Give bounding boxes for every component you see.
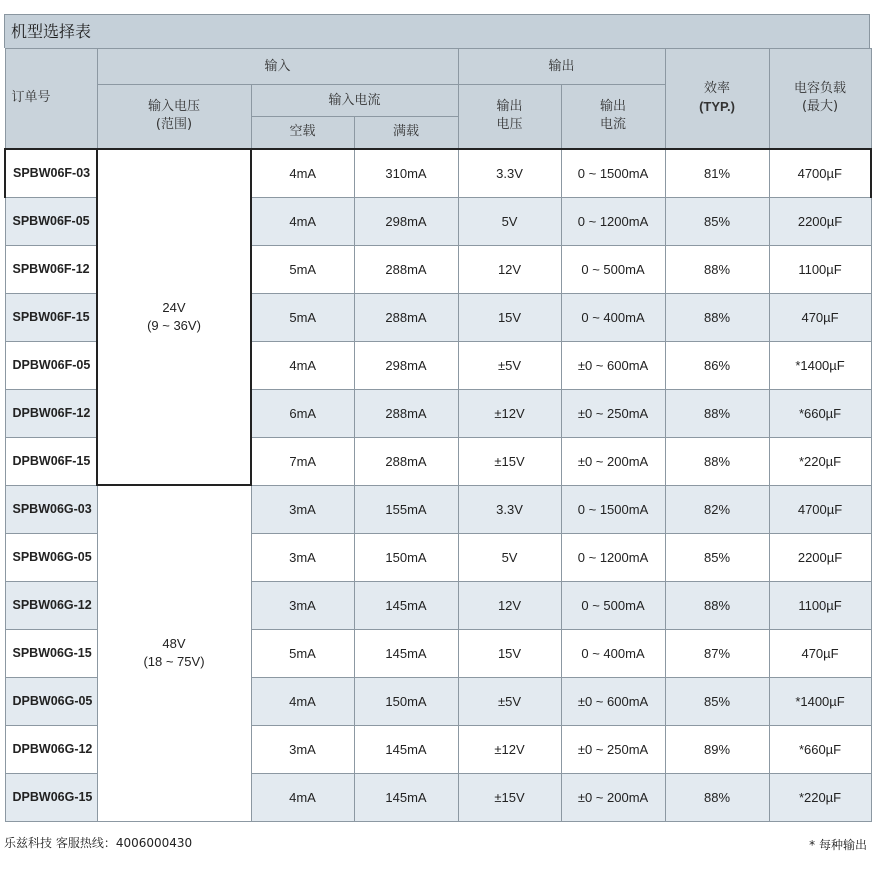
no-load-current-cell: 4mA bbox=[251, 149, 354, 198]
model-selection-table bbox=[4, 48, 872, 822]
model-cell: DPBW06F-12 bbox=[5, 389, 97, 437]
no-load-current-cell: 3mA bbox=[251, 581, 354, 629]
input-voltage-range: (9 ~ 36V) bbox=[147, 317, 201, 333]
no-load-current-cell: 7mA bbox=[251, 437, 354, 485]
efficiency-cell: 87% bbox=[665, 629, 769, 677]
header-input-voltage-range: (范围) bbox=[155, 117, 193, 133]
full-load-current-cell: 288mA bbox=[354, 293, 458, 341]
efficiency-cell: 85% bbox=[665, 677, 769, 725]
header-cap-load-max: (最大) bbox=[801, 99, 839, 115]
header-input: 输入 bbox=[97, 49, 458, 85]
output-current-cell: ±0 ~ 600mA bbox=[561, 341, 665, 389]
footnote: * 每种输出 bbox=[809, 838, 867, 852]
no-load-current-cell: 4mA bbox=[251, 677, 354, 725]
header-cap-load bbox=[769, 49, 871, 149]
output-voltage-cell: 5V bbox=[458, 533, 561, 581]
model-cell: SPBW06G-03 bbox=[5, 485, 97, 533]
model-cell: DPBW06G-05 bbox=[5, 677, 97, 725]
no-load-current-cell: 3mA bbox=[251, 533, 354, 581]
model-cell: SPBW06F-03 bbox=[5, 149, 97, 198]
header-efficiency-label: 效率 bbox=[704, 81, 731, 97]
output-voltage-cell: ±5V bbox=[458, 341, 561, 389]
no-load-current-cell: 3mA bbox=[251, 485, 354, 533]
model-cell: DPBW06G-12 bbox=[5, 725, 97, 773]
cap-load-cell: *660µF bbox=[769, 725, 871, 773]
no-load-current-cell: 5mA bbox=[251, 629, 354, 677]
no-load-current-cell: 3mA bbox=[251, 725, 354, 773]
header-full-load: 满载 bbox=[354, 117, 458, 149]
output-current-cell: 0 ~ 1200mA bbox=[561, 197, 665, 245]
output-voltage-cell: 12V bbox=[458, 245, 561, 293]
table-row bbox=[5, 149, 871, 198]
efficiency-cell: 86% bbox=[665, 341, 769, 389]
header-output-voltage bbox=[458, 85, 561, 149]
cap-load-cell: 1100µF bbox=[769, 245, 871, 293]
no-load-current-cell: 4mA bbox=[251, 197, 354, 245]
output-current-cell: 0 ~ 1200mA bbox=[561, 533, 665, 581]
output-voltage-cell: ±12V bbox=[458, 389, 561, 437]
model-cell: SPBW06G-12 bbox=[5, 581, 97, 629]
output-voltage-cell: ±15V bbox=[458, 437, 561, 485]
cap-load-cell: 4700µF bbox=[769, 485, 871, 533]
input-voltage-range: (18 ~ 75V) bbox=[143, 654, 205, 670]
header-input-voltage bbox=[97, 85, 251, 149]
cap-load-cell: 4700µF bbox=[769, 149, 871, 198]
model-cell: DPBW06F-05 bbox=[5, 341, 97, 389]
no-load-current-cell: 6mA bbox=[251, 389, 354, 437]
output-voltage-cell: ±5V bbox=[458, 677, 561, 725]
output-current-cell: ±0 ~ 600mA bbox=[561, 677, 665, 725]
input-voltage-cell bbox=[97, 485, 251, 821]
cap-load-cell: *220µF bbox=[769, 773, 871, 821]
output-voltage-cell: 15V bbox=[458, 629, 561, 677]
output-voltage-cell: 3.3V bbox=[458, 149, 561, 198]
header-output: 输出 bbox=[458, 49, 665, 85]
output-current-cell: 0 ~ 400mA bbox=[561, 293, 665, 341]
output-voltage-cell: ±15V bbox=[458, 773, 561, 821]
output-current-cell: ±0 ~ 250mA bbox=[561, 389, 665, 437]
company-hotline: 乐兹科技 客服热线：4006000430 bbox=[4, 836, 193, 850]
header-output-current-line2: 电流 bbox=[600, 117, 627, 133]
efficiency-cell: 81% bbox=[665, 149, 769, 198]
input-voltage-value: 24V bbox=[162, 299, 186, 315]
full-load-current-cell: 298mA bbox=[354, 197, 458, 245]
model-selection-table-container bbox=[4, 14, 870, 822]
cap-load-cell: *660µF bbox=[769, 389, 871, 437]
cap-load-cell: 2200µF bbox=[769, 533, 871, 581]
output-current-cell: 0 ~ 500mA bbox=[561, 581, 665, 629]
full-load-current-cell: 145mA bbox=[354, 629, 458, 677]
efficiency-cell: 88% bbox=[665, 773, 769, 821]
efficiency-cell: 82% bbox=[665, 485, 769, 533]
cap-load-cell: 2200µF bbox=[769, 197, 871, 245]
output-voltage-cell: 5V bbox=[458, 197, 561, 245]
output-current-cell: 0 ~ 1500mA bbox=[561, 149, 665, 198]
header-cap-load-label: 电容负载 bbox=[794, 81, 847, 97]
no-load-current-cell: 5mA bbox=[251, 245, 354, 293]
table-row bbox=[5, 485, 871, 533]
efficiency-cell: 88% bbox=[665, 581, 769, 629]
full-load-current-cell: 310mA bbox=[354, 149, 458, 198]
output-voltage-cell: 12V bbox=[458, 581, 561, 629]
full-load-current-cell: 155mA bbox=[354, 485, 458, 533]
header-no-load: 空载 bbox=[251, 117, 354, 149]
model-cell: SPBW06F-05 bbox=[5, 197, 97, 245]
cap-load-cell: *220µF bbox=[769, 437, 871, 485]
no-load-current-cell: 4mA bbox=[251, 341, 354, 389]
output-current-cell: ±0 ~ 200mA bbox=[561, 437, 665, 485]
cap-load-cell: 470µF bbox=[769, 629, 871, 677]
full-load-current-cell: 150mA bbox=[354, 677, 458, 725]
output-current-cell: ±0 ~ 250mA bbox=[561, 725, 665, 773]
no-load-current-cell: 4mA bbox=[251, 773, 354, 821]
full-load-current-cell: 288mA bbox=[354, 389, 458, 437]
cap-load-cell: 1100µF bbox=[769, 581, 871, 629]
model-cell: DPBW06F-15 bbox=[5, 437, 97, 485]
no-load-current-cell: 5mA bbox=[251, 293, 354, 341]
header-input-current: 输入电流 bbox=[251, 85, 458, 117]
efficiency-cell: 88% bbox=[665, 437, 769, 485]
efficiency-cell: 88% bbox=[665, 293, 769, 341]
efficiency-cell: 85% bbox=[665, 533, 769, 581]
full-load-current-cell: 145mA bbox=[354, 581, 458, 629]
header-order-no: 订单号 bbox=[5, 49, 97, 149]
model-cell: SPBW06F-15 bbox=[5, 293, 97, 341]
full-load-current-cell: 145mA bbox=[354, 725, 458, 773]
header-output-current bbox=[561, 85, 665, 149]
header-efficiency-typ: (TYP.) bbox=[699, 99, 735, 115]
output-current-cell: 0 ~ 1500mA bbox=[561, 485, 665, 533]
header-output-voltage-line1: 输出 bbox=[496, 99, 523, 115]
header-efficiency bbox=[665, 49, 769, 149]
input-voltage-cell bbox=[97, 149, 251, 486]
full-load-current-cell: 288mA bbox=[354, 437, 458, 485]
model-cell: SPBW06G-05 bbox=[5, 533, 97, 581]
output-current-cell: ±0 ~ 200mA bbox=[561, 773, 665, 821]
output-voltage-cell: 15V bbox=[458, 293, 561, 341]
full-load-current-cell: 298mA bbox=[354, 341, 458, 389]
input-voltage-value: 48V bbox=[162, 636, 186, 652]
full-load-current-cell: 145mA bbox=[354, 773, 458, 821]
output-current-cell: 0 ~ 400mA bbox=[561, 629, 665, 677]
model-cell: DPBW06G-15 bbox=[5, 773, 97, 821]
output-current-cell: 0 ~ 500mA bbox=[561, 245, 665, 293]
model-cell: SPBW06F-12 bbox=[5, 245, 97, 293]
cap-load-cell: *1400µF bbox=[769, 341, 871, 389]
header-output-current-line1: 输出 bbox=[600, 99, 627, 115]
header-input-voltage-label: 输入电压 bbox=[147, 99, 200, 115]
header-output-voltage-line2: 电压 bbox=[496, 117, 523, 133]
efficiency-cell: 85% bbox=[665, 197, 769, 245]
output-voltage-cell: ±12V bbox=[458, 725, 561, 773]
efficiency-cell: 88% bbox=[665, 245, 769, 293]
cap-load-cell: *1400µF bbox=[769, 677, 871, 725]
full-load-current-cell: 150mA bbox=[354, 533, 458, 581]
full-load-current-cell: 288mA bbox=[354, 245, 458, 293]
table-title: 机型选择表 bbox=[4, 14, 870, 48]
efficiency-cell: 88% bbox=[665, 389, 769, 437]
model-cell: SPBW06G-15 bbox=[5, 629, 97, 677]
output-voltage-cell: 3.3V bbox=[458, 485, 561, 533]
table-body bbox=[5, 149, 871, 822]
efficiency-cell: 89% bbox=[665, 725, 769, 773]
cap-load-cell: 470µF bbox=[769, 293, 871, 341]
